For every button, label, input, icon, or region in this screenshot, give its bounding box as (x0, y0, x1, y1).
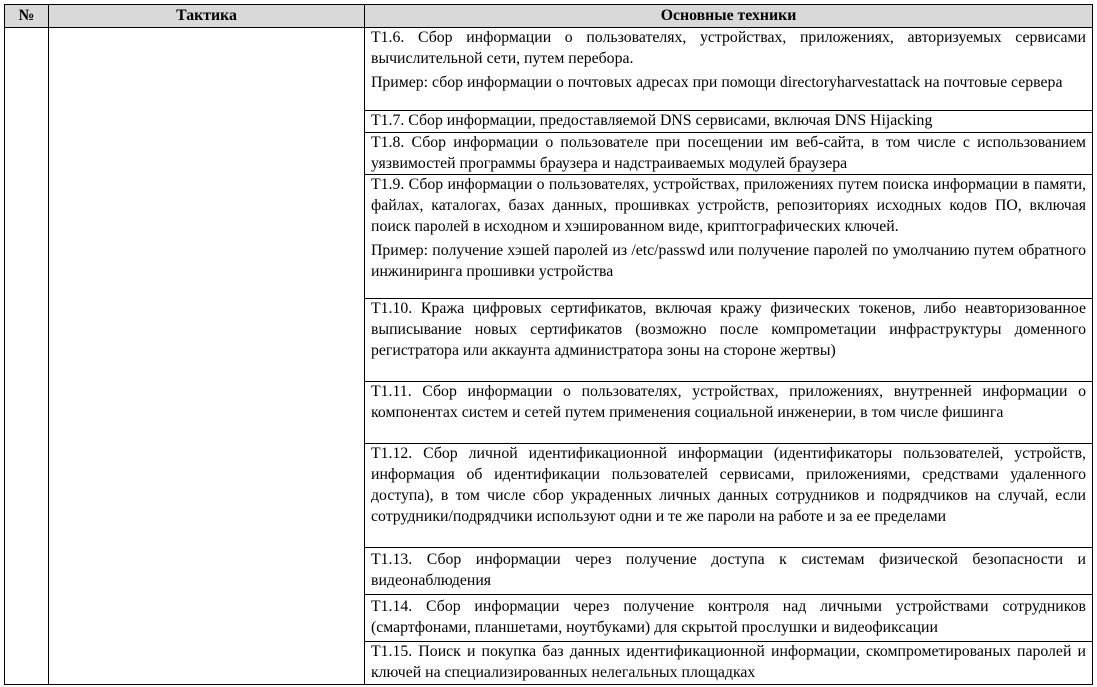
threat-techniques-table (4, 4, 1093, 685)
technique-text: Т1.15. Поиск и покупка баз данных идентификационной информации, скомпрометированых паролей и ключей на специализированных нелегальных площадках (371, 643, 1086, 682)
technique-cell (365, 595, 1093, 642)
technique-cell (365, 175, 1093, 299)
technique-cell (365, 132, 1093, 175)
technique-cell (365, 444, 1093, 548)
number-cell (5, 28, 49, 685)
technique-text: Т1.7. Сбор информации, предоставляемой DNS сервисами, включая DNS Hijacking (371, 112, 933, 129)
table-row (5, 28, 1093, 111)
header-row (5, 5, 1093, 28)
header-techniques: Основные техники (365, 5, 1093, 28)
technique-text: Т1.6. Сбор информации о пользователях, устройствах, приложениях, авторизуемых сервисами вычислительной сети, путем перебора. (371, 29, 1086, 67)
tactic-cell (49, 28, 365, 685)
technique-cell (365, 548, 1093, 595)
header-number: № (5, 5, 49, 28)
technique-text: Т1.12. Сбор личной идентификационной информации (идентификаторы пользователей, устройств, информация об идентификации пользователей сервисами, приложениями, средствами удаленного доступа), в том числе сбор украденных личных данных сотрудников и подрядчиков на случай, если сотрудники/подрядчики используют одни и те же пароли на работе и за ее пределами (371, 445, 1086, 525)
table-body (5, 28, 1093, 685)
technique-text: Т1.8. Сбор информации о пользователе при посещении им веб-сайта, в том числе с использованием уязвимостей программы браузера и надстраиваемых модулей браузера (371, 133, 1086, 172)
header-tactic: Тактика (49, 5, 365, 28)
technique-text: Т1.10. Кража цифровых сертификатов, включая кражу физических токенов, либо неавторизованное выписывание новых сертификатов (возможно после компрометации инфраструктуры доменного регистратора или аккаунта администратора зоны на стороне жертвы) (371, 300, 1086, 359)
technique-cell (365, 28, 1093, 111)
technique-cell (365, 111, 1093, 133)
technique-cell (365, 299, 1093, 382)
table-header (5, 5, 1093, 28)
technique-text: Т1.14. Сбор информации через получение контроля над личными устройствами сотрудников (смартфонами, планшетами, ноутбуками) для скрытой прослушки и видеофиксации (371, 598, 1086, 637)
technique-text: Т1.13. Сбор информации через получение доступа к системам физической безопасности и видеонаблюдения (371, 551, 1086, 590)
technique-example: Пример: сбор информации о почтовых адресах при помощи directoryharvestattack на почтовые сервера (371, 73, 1063, 91)
technique-text: Т1.9. Сбор информации о пользователях, устройствах, приложениях путем поиска информации в памяти, файлах, каталогах, базах данных, прошивках устройств, репозиториях исходных кодов ПО, включая поиск паролей в исходном и хэшированном виде, криптографических ключей. (371, 176, 1086, 235)
technique-example: Пример: получение хэшей паролей из /etc/passwd или получение паролей по умолчанию путем обратного инжиниринга прошивки устройства (371, 241, 1086, 280)
technique-text: Т1.11. Сбор информации о пользователях, устройствах, приложениях, внутренней информации о компонентах систем и сетей путем применения социальной инженерии, в том числе фишинга (371, 383, 1086, 422)
technique-cell (365, 382, 1093, 444)
technique-cell (365, 642, 1093, 685)
